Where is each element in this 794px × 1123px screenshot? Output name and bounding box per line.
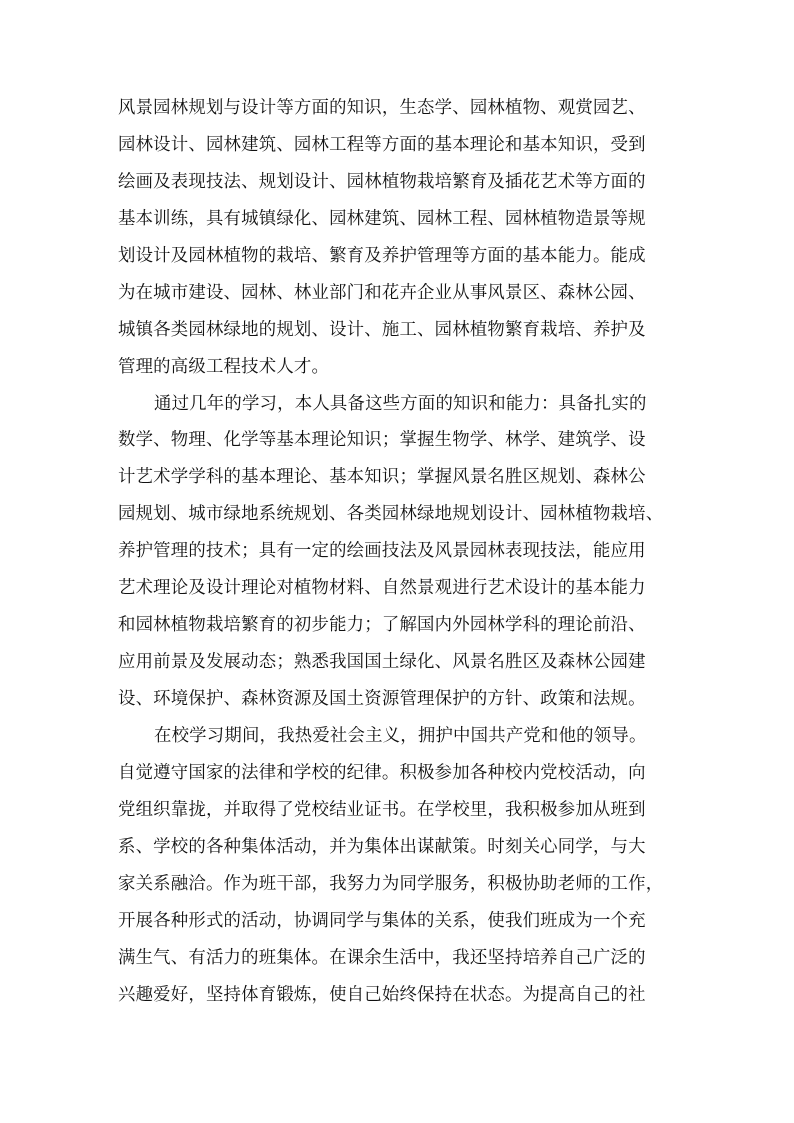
paragraph-1-line-8: 管理的高级工程技术人才。: [118, 356, 330, 377]
paragraph-3-line-3: 党组织靠拢，并取得了党校结业证书。在学校里，我积极参加从班到: [118, 799, 646, 820]
paragraph-3-line-2: 自觉遵守国家的法律和学校的纪律。积极参加各种校内党校活动，向: [118, 762, 646, 783]
paragraph-1-line-2: 园林设计、园林建筑、园林工程等方面的基本理论和基本知识，受到: [118, 134, 646, 155]
paragraph-2-line-3: 计艺术学学科的基本理论、基本知识；掌握风景名胜区规划、森林公: [118, 467, 646, 488]
paragraph-3-line-5: 家关系融洽。作为班干部，我努力为同学服务，积极协助老师的工作，: [118, 873, 664, 894]
paragraph-3-line-6: 开展各种形式的活动，协调同学与集体的关系，使我们班成为一个充: [118, 910, 646, 931]
paragraph-1-line-6: 为在城市建设、园林、林业部门和花卉企业从事风景区、森林公园、: [118, 282, 646, 303]
paragraph-1-line-1: 风景园林规划与设计等方面的知识，生态学、园林植物、观赏园艺、: [118, 98, 646, 118]
paragraph-2-line-9: 设、环境保护、森林资源及国土资源管理保护的方针、政策和法规。: [118, 689, 646, 709]
paragraph-1-line-5: 划设计及园林植物的栽培、繁育及养护管理等方面的基本能力。能成: [118, 245, 646, 266]
paragraph-1-line-4: 基本训练，具有城镇绿化、园林建筑、园林工程、园林植物造景等规: [118, 208, 646, 229]
paragraph-2-line-7: 和园林植物栽培繁育的初步能力；了解国内外园林学科的理论前沿、: [118, 615, 646, 636]
paragraph-2-line-4: 园规划、城市绿地系统规划、各类园林绿地规划设计、园林植物栽培、: [118, 504, 664, 525]
paragraph-1-line-7: 城镇各类园林绿地的规划、设计、施工、园林植物繁育栽培、养护及: [118, 319, 646, 340]
paragraph-2-line-1: 通过几年的学习，本人具备这些方面的知识和能力：具备扎实的: [154, 393, 647, 414]
paragraph-2-line-8: 应用前景及发展动态；熟悉我国国土绿化、风景名胜区及森林公园建: [118, 652, 646, 673]
paragraph-3-line-7: 满生气、有活力的班集体。在课余生活中，我还坚持培养自己广泛的: [118, 947, 646, 968]
paragraph-3-line-4: 系、学校的各种集体活动，并为集体出谋献策。时刻关心同学，与大: [118, 836, 646, 857]
paragraph-1-line-3: 绘画及表现技法、规划设计、园林植物栽培繁育及插花艺术等方面的: [118, 171, 646, 192]
paragraph-3-line-1: 在校学习期间，我热爱社会主义，拥护中国共产党和他的领导。: [154, 725, 647, 746]
paragraph-3-line-8: 兴趣爱好，坚持体育锻炼，使自己始终保持在状态。为提高自己的社: [118, 984, 646, 1005]
paragraph-2-line-2: 数学、物理、化学等基本理论知识；掌握生物学、林学、建筑学、设: [118, 430, 646, 451]
body-text: [118, 90, 680, 1013]
paragraph-2-line-5: 养护管理的技术；具有一定的绘画技法及风景园林表现技法，能应用: [118, 541, 646, 562]
paragraph-2-line-6: 艺术理论及设计理论对植物材料、自然景观进行艺术设计的基本能力: [118, 578, 646, 599]
